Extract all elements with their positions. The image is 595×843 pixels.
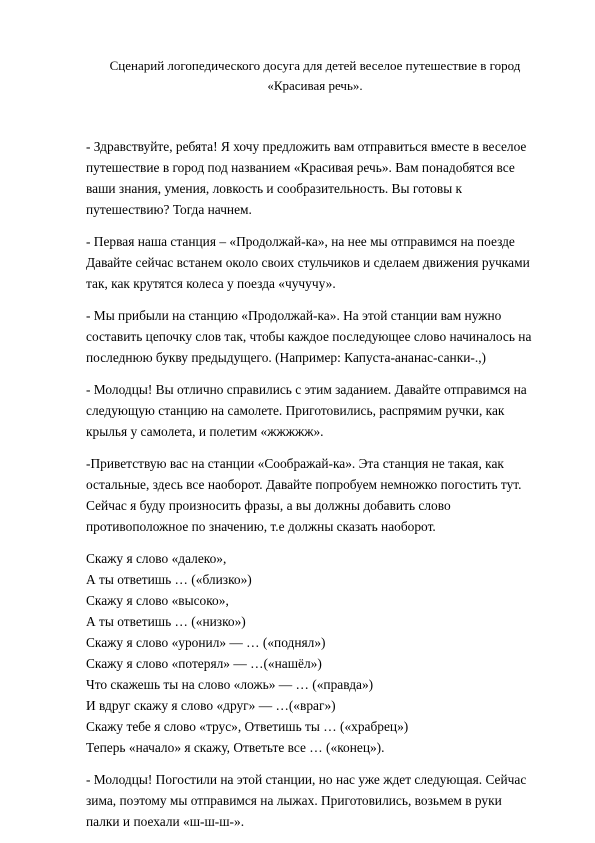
text-line: Сейчас я буду произносить фразы, а вы должны добавить слово	[86, 498, 451, 513]
title-line: «Красивая речь».	[267, 78, 363, 93]
poem-line: Скажу тебе я слово «трус», Ответишь ты … («храбрец»)	[86, 719, 409, 734]
poem-line: Скажу я слово «далеко»,	[86, 551, 227, 566]
poem-line: А ты ответишь … («близко»)	[86, 572, 252, 587]
text-line: зима, поэтому мы отправимся на лыжах. Приготовились, возьмем в руки	[86, 793, 502, 808]
text-line: - Молодцы! Вы отлично справились с этим заданием. Давайте отправимся на	[86, 382, 527, 397]
poem-line: И вдруг скажу я слово «друг» — …(«враг»)	[86, 698, 336, 713]
paragraph-soobrazhay-ka	[86, 453, 548, 537]
text-line: противоположное по значению, т.е должны сказать наоборот.	[86, 519, 436, 534]
text-line: путешествие в город под названием «Красивая речь». Вам понадобятся все	[86, 160, 515, 175]
poem-line: Скажу я слово «уронил» — … («поднял»)	[86, 635, 326, 650]
text-line: последнюю букву предыдущего. (Например: Капуста-ананас-санки-.,)	[86, 350, 486, 365]
paragraph-greeting	[86, 136, 548, 220]
text-line: - Первая наша станция – «Продолжай-ка», на нее мы отправимся на поезде	[86, 234, 515, 249]
paragraph-prodolzhay-ka	[86, 305, 548, 368]
text-line: - Молодцы! Погостили на этой станции, но нас уже ждет следующая. Сейчас	[86, 772, 527, 787]
text-line: следующую станцию на самолете. Приготовились, распрямим ручки, как	[86, 403, 505, 418]
text-line: -Приветствую вас на станции «Соображай-ка». Эта станция не такая, как	[86, 456, 504, 471]
poem-line: А ты ответишь … («низко»)	[86, 614, 246, 629]
document-title	[90, 56, 540, 96]
poem-line: Что скажешь ты на слово «ложь» — … («правда»)	[86, 677, 374, 692]
text-line: остальные, здесь все наоборот. Давайте попробуем немножко погостить тут.	[86, 477, 522, 492]
paragraph-airplane	[86, 379, 548, 442]
poem-block	[86, 548, 548, 758]
text-line: - Мы прибыли на станцию «Продолжай-ка». На этой станции вам нужно	[86, 308, 502, 323]
poem-line: Теперь «начало» я скажу, Ответьте все … («конец»).	[86, 740, 385, 755]
poem-line: Скажу я слово «высоко»,	[86, 593, 229, 608]
text-line: - Здравствуйте, ребята! Я хочу предложить вам отправиться вместе в веселое	[86, 139, 527, 154]
document-body	[86, 136, 548, 843]
paragraph-first-station	[86, 231, 548, 294]
text-line: ваши знания, умения, ловкость и сообразительность. Вы готовы к	[86, 181, 463, 196]
text-line: составить цепочку слов так, чтобы каждое последующее слово начиналось на	[86, 329, 532, 344]
text-line: Давайте сейчас встанем около своих стульчиков и сделаем движения ручками	[86, 255, 530, 270]
text-line: путешествию? Тогда начнем.	[86, 202, 252, 217]
title-line: Сценарий логопедического досуга для детей веселое путешествие в город	[109, 58, 521, 73]
poem-line: Скажу я слово «потерял» — …(«нашёл»)	[86, 656, 322, 671]
paragraph-skiing	[86, 769, 548, 832]
text-line: палки и поехали «ш-ш-ш-».	[86, 814, 245, 829]
text-line: крылья у самолета, и полетим «жжжжж».	[86, 424, 324, 439]
text-line: так, как крутятся колеса у поезда «чучучу».	[86, 276, 336, 291]
